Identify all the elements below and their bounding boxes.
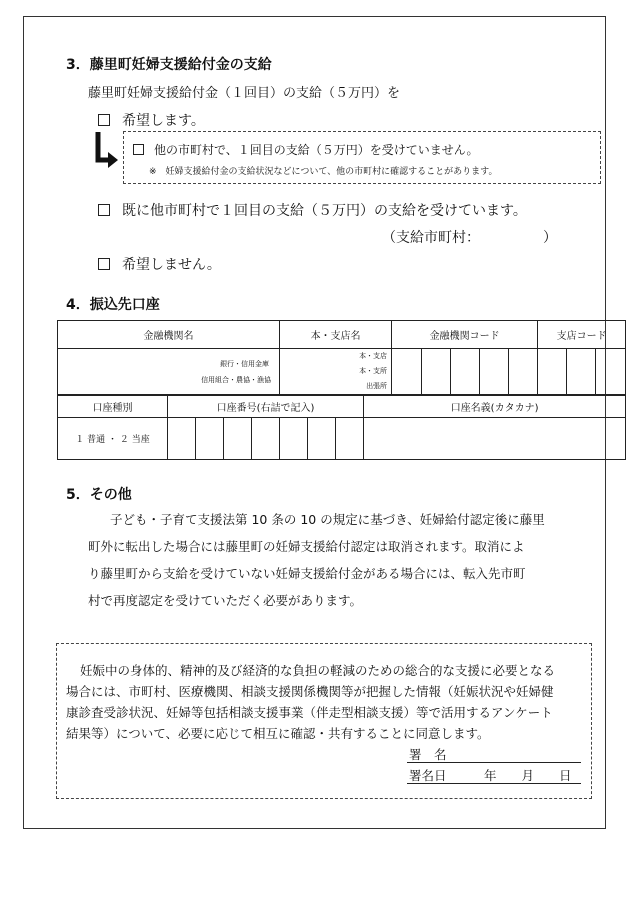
account-number-digit[interactable] bbox=[280, 417, 308, 459]
apply-condition-note: ※ 妊婦支援給付金の支給状況などについて、他の市町村に確認することがあります。 bbox=[149, 167, 498, 177]
option-decline-checkbox[interactable] bbox=[98, 258, 110, 270]
account-number-digit[interactable] bbox=[224, 417, 252, 459]
option-already-received-checkbox[interactable] bbox=[98, 204, 110, 216]
option-decline-label: 希望しません。 bbox=[122, 257, 221, 273]
account-number-digit[interactable] bbox=[252, 417, 280, 459]
branch-name-field[interactable] bbox=[280, 349, 392, 396]
section5-line: り藤里町から支給を受けていない妊婦支援給付金がある場合には、転入先市町 bbox=[88, 566, 526, 581]
header-account-number: 口座番号(右詰で記入) bbox=[168, 395, 364, 417]
option-already-received[interactable] bbox=[98, 200, 527, 220]
bank-code-digit[interactable] bbox=[451, 349, 480, 396]
bank-account-table bbox=[57, 320, 626, 460]
option-decline[interactable] bbox=[98, 254, 221, 274]
account-number-digit[interactable] bbox=[196, 417, 224, 459]
signature-field[interactable] bbox=[407, 762, 581, 763]
header-account-type: 口座種別 bbox=[58, 395, 168, 417]
section3-lead: 藤里町妊婦支援給付金（１回目）の支給（５万円）を bbox=[88, 86, 401, 101]
branch-type-3: 出張所 bbox=[366, 382, 388, 390]
header-branch-name: 本・支店名 bbox=[280, 321, 392, 349]
signature-date-label: 署名日 年 月 日 bbox=[409, 768, 572, 783]
signature-date-field[interactable] bbox=[407, 783, 581, 784]
bank-code-digit[interactable] bbox=[392, 349, 422, 396]
header-bank-code: 金融機関コード bbox=[392, 321, 538, 349]
section5-line: 子ども・子育て支援法第 10 条の 10 の規定に基づき、妊婦給付認定後に藤里 bbox=[110, 512, 545, 527]
account-holder-field[interactable] bbox=[364, 417, 626, 459]
header-branch-code: 支店コード bbox=[538, 321, 626, 349]
section5-line: 町外に転出した場合には藤里町の妊婦支援給付認定は取消されます。取消によ bbox=[88, 539, 525, 554]
bank-type-1: 銀行・信用金庫 bbox=[220, 359, 270, 368]
account-number-digit[interactable] bbox=[336, 417, 364, 459]
branch-code-digit[interactable] bbox=[538, 349, 567, 396]
section5-line: 村で再度認定を受けていただく必要があります。 bbox=[88, 593, 363, 608]
signature-label: 署 名 bbox=[409, 747, 447, 762]
bank-name-field[interactable] bbox=[58, 349, 280, 396]
header-account-holder: 口座名義(カタカナ) bbox=[364, 395, 626, 417]
branch-code-digit[interactable] bbox=[567, 349, 596, 396]
option-apply[interactable] bbox=[98, 110, 205, 130]
consent-text bbox=[66, 660, 586, 744]
option-apply-checkbox[interactable] bbox=[98, 114, 110, 126]
consent-line: 結果等）について、必要に応じて相互に確認・共有することに同意します。 bbox=[66, 726, 490, 741]
bank-type-2: 信用組合・農協・漁協 bbox=[201, 375, 272, 384]
consent-line: 場合には、市町村、医療機関、相談支援関係機関等が把握した情報（妊娠状況や妊婦健 bbox=[66, 684, 554, 699]
option-already-received-label: 既に他市町村で１回目の支給（５万円）の支給を受けています。 bbox=[122, 203, 527, 219]
branch-type-2: 本・支所 bbox=[359, 367, 388, 375]
consent-line: 康診査受診状況、妊婦等包括相談支援事業（伴走型相談支援）等で活用するアンケート bbox=[66, 705, 553, 720]
consent-line: 妊娠中の身体的、精神的及び経済的な負担の軽減のための総合的な支援に必要となる bbox=[80, 663, 556, 678]
branch-code-digit[interactable] bbox=[596, 349, 626, 396]
account-number-digit[interactable] bbox=[168, 417, 196, 459]
header-bank-name: 金融機関名 bbox=[58, 321, 280, 349]
branch-type-1: 本・支店 bbox=[359, 352, 388, 360]
section4-heading: 4．振込先口座 bbox=[66, 297, 160, 313]
branch-code-digit[interactable] bbox=[509, 349, 538, 396]
apply-condition[interactable] bbox=[133, 141, 478, 158]
paying-municipality-field[interactable]: （支給市町村： ） bbox=[382, 230, 557, 246]
bank-code-digit[interactable] bbox=[422, 349, 451, 396]
section5-body bbox=[88, 506, 578, 614]
section5-heading: 5．その他 bbox=[66, 487, 132, 503]
bank-code-digit[interactable] bbox=[480, 349, 509, 396]
account-type-options[interactable]: １ 普通 ・ ２ 当座 bbox=[58, 417, 168, 459]
apply-condition-label: 他の市町村で、１回目の支給（５万円）を受けていません。 bbox=[154, 143, 479, 157]
apply-condition-checkbox[interactable] bbox=[133, 144, 144, 155]
section3-heading: 3．藤里町妊婦支援給付金の支給 bbox=[66, 57, 272, 73]
arrow-down-right-icon bbox=[92, 130, 122, 172]
option-apply-label: 希望します。 bbox=[122, 113, 205, 129]
account-number-digit[interactable] bbox=[308, 417, 336, 459]
